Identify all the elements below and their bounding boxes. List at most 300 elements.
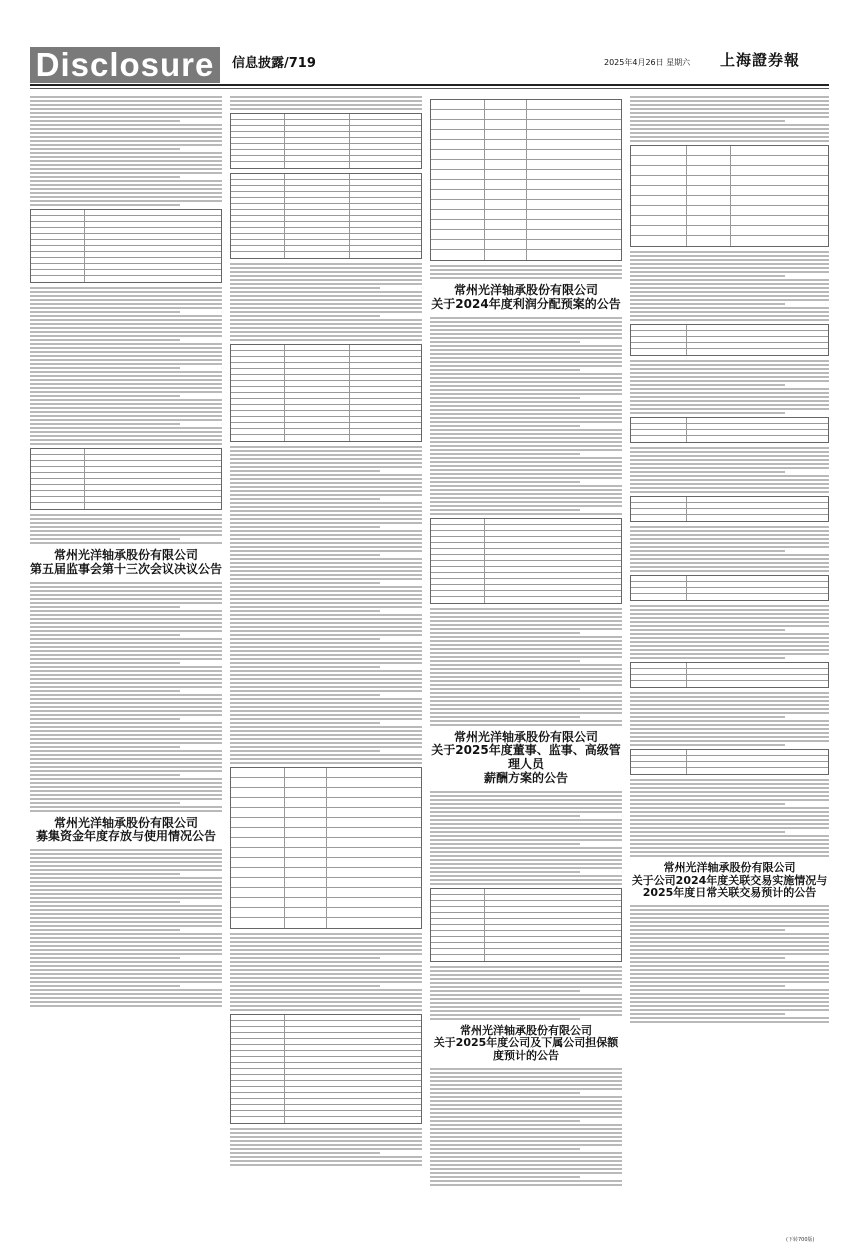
text-line <box>230 981 422 983</box>
text-line <box>630 855 829 857</box>
text-line <box>30 614 222 616</box>
table-row <box>231 918 421 928</box>
text-line <box>230 538 422 540</box>
text-line <box>430 457 622 459</box>
text-line <box>630 625 829 627</box>
text-line <box>30 128 222 130</box>
text-line <box>30 965 222 967</box>
text-line <box>630 368 829 370</box>
text-line <box>630 716 785 718</box>
text-line <box>430 791 622 793</box>
text-line <box>230 702 422 704</box>
announcement-title: 常州光洋轴承股份有限公司 关于2025年度董事、监事、高级管理人员 薪酬方案的公告 <box>431 729 621 785</box>
text-line <box>230 602 422 604</box>
text-line <box>30 941 222 943</box>
text-line <box>30 160 222 162</box>
text-line <box>230 750 380 752</box>
text-line <box>630 263 829 265</box>
text-line <box>430 799 622 801</box>
text-line <box>230 746 422 748</box>
table-row <box>231 1117 421 1123</box>
table-row <box>631 186 828 196</box>
text-line <box>430 835 622 837</box>
text-line <box>230 957 380 959</box>
text-line <box>230 108 422 110</box>
text-line <box>430 425 580 427</box>
text-line <box>30 100 222 102</box>
text-line <box>630 993 829 995</box>
text-line <box>630 712 829 714</box>
text-line <box>30 371 222 373</box>
text-line <box>430 337 622 339</box>
text-line <box>30 319 222 321</box>
text-line <box>30 750 222 752</box>
text-line <box>30 530 222 532</box>
text-line <box>30 770 222 772</box>
text-line <box>630 259 829 261</box>
text-line <box>230 606 422 608</box>
text-line <box>230 96 422 98</box>
text-line <box>230 303 422 305</box>
announcement-title: 常州光洋轴承股份有限公司 募集资金年度存放与使用情况公告 <box>35 815 216 844</box>
text-line <box>630 704 829 706</box>
table-row <box>231 778 421 788</box>
text-line <box>30 897 222 899</box>
text-line <box>430 1144 622 1146</box>
data-table <box>630 324 829 356</box>
text-line <box>30 618 222 620</box>
data-table <box>630 145 829 247</box>
text-line <box>630 562 829 564</box>
text-line <box>230 941 422 943</box>
table-row <box>431 190 621 200</box>
text-line <box>430 341 580 343</box>
text-line <box>30 901 180 903</box>
table-row <box>631 436 828 442</box>
text-line <box>30 120 180 122</box>
table-row <box>631 681 828 687</box>
text-line <box>30 427 222 429</box>
text-line <box>430 831 622 833</box>
text-line <box>430 1006 622 1008</box>
text-line <box>230 997 422 999</box>
table-row <box>431 170 621 180</box>
section-title: 信息披露/719 <box>232 56 316 71</box>
text-line <box>430 373 622 375</box>
text-line <box>630 132 829 134</box>
text-line <box>230 969 422 971</box>
text-line <box>630 475 829 477</box>
text-line <box>430 982 622 984</box>
text-line <box>630 455 829 457</box>
text-line <box>30 148 180 150</box>
text-line <box>430 333 622 335</box>
text-line <box>30 678 222 680</box>
text-line <box>630 459 829 461</box>
continuation-note: (下转700版) <box>786 1237 815 1243</box>
table-row <box>431 160 621 170</box>
text-line <box>230 1156 422 1158</box>
text-line <box>430 1092 580 1094</box>
text-line <box>630 696 829 698</box>
text-line <box>30 738 222 740</box>
text-line <box>230 291 422 293</box>
text-line <box>230 311 422 313</box>
text-line <box>430 998 622 1000</box>
text-line <box>630 96 829 98</box>
text-line <box>430 497 622 499</box>
text-line <box>30 702 222 704</box>
text-line <box>430 1002 622 1004</box>
text-line <box>30 889 222 891</box>
text-line <box>230 263 422 265</box>
text-line <box>30 674 222 676</box>
text-line <box>30 961 222 963</box>
text-line <box>30 140 222 142</box>
text-line <box>230 506 422 508</box>
table-row <box>631 515 828 521</box>
text-line <box>30 857 222 859</box>
text-line <box>430 493 622 495</box>
text-line <box>230 474 422 476</box>
text-line <box>430 489 622 491</box>
text-line <box>230 610 380 612</box>
text-line <box>230 558 422 560</box>
data-table <box>230 173 422 259</box>
text-line <box>30 124 222 126</box>
text-line <box>230 634 422 636</box>
text-line <box>230 267 422 269</box>
page-header <box>0 0 857 82</box>
text-line <box>230 1164 422 1166</box>
text-line <box>30 419 222 421</box>
text-line <box>230 953 422 955</box>
text-line <box>430 1088 622 1090</box>
text-line <box>630 621 829 623</box>
text-line <box>430 1010 622 1012</box>
text-line <box>30 957 180 959</box>
text-line <box>430 688 580 690</box>
text-line <box>30 176 180 178</box>
text-line <box>30 977 222 979</box>
data-table <box>630 662 829 688</box>
text-line <box>230 989 422 991</box>
text-line <box>630 831 785 833</box>
text-line <box>30 802 180 804</box>
text-line <box>30 885 222 887</box>
table-row <box>431 955 621 961</box>
text-line <box>430 1164 622 1166</box>
text-line <box>630 787 829 789</box>
text-line <box>230 1160 422 1162</box>
text-line <box>30 666 222 668</box>
text-line <box>30 758 222 760</box>
text-line <box>630 315 829 317</box>
text-line <box>30 184 222 186</box>
text-line <box>630 534 829 536</box>
text-line <box>230 590 422 592</box>
announcement-heading <box>430 731 622 786</box>
text-line <box>30 634 180 636</box>
text-line <box>230 574 422 576</box>
data-table <box>430 888 622 962</box>
text-line <box>630 653 829 655</box>
text-line <box>630 463 829 465</box>
text-line <box>30 658 222 660</box>
table-row <box>231 252 421 258</box>
table-row <box>431 200 621 210</box>
table-row <box>631 768 828 774</box>
text-line <box>430 1072 622 1074</box>
text-line <box>430 1120 580 1122</box>
text-line <box>230 546 422 548</box>
text-line <box>230 323 422 325</box>
text-line <box>230 554 380 556</box>
text-line <box>30 622 222 624</box>
table-row <box>631 166 828 176</box>
text-line <box>630 558 829 560</box>
text-line <box>430 265 622 267</box>
text-line <box>230 319 422 321</box>
text-line <box>230 570 422 572</box>
text-line <box>430 1152 622 1154</box>
text-line <box>630 279 829 281</box>
text-line <box>230 993 422 995</box>
text-line <box>230 104 422 106</box>
text-line <box>30 383 222 385</box>
text-line <box>30 315 222 317</box>
text-line <box>230 530 422 532</box>
text-line <box>430 481 580 483</box>
text-line <box>630 1013 785 1015</box>
text-line <box>230 933 422 935</box>
text-line <box>230 977 422 979</box>
text-line <box>230 307 422 309</box>
text-line <box>630 617 829 619</box>
text-line <box>30 849 222 851</box>
text-line <box>230 714 422 716</box>
announcement-heading <box>30 817 222 845</box>
text-line <box>430 620 622 622</box>
text-line <box>630 404 829 406</box>
text-line <box>430 349 622 351</box>
text-line <box>430 345 622 347</box>
text-line <box>630 380 829 382</box>
text-line <box>230 670 422 672</box>
text-line <box>230 335 422 337</box>
table-row <box>231 808 421 818</box>
text-line <box>230 331 422 333</box>
text-line <box>30 295 222 297</box>
text-line <box>30 690 180 692</box>
text-line <box>230 486 422 488</box>
table-row <box>231 818 421 828</box>
text-line <box>30 311 180 313</box>
text-line <box>430 357 622 359</box>
text-line <box>630 1001 829 1003</box>
text-line <box>430 684 622 686</box>
text-line <box>30 335 222 337</box>
text-line <box>230 562 422 564</box>
text-line <box>230 271 422 273</box>
text-line <box>30 905 222 907</box>
text-line <box>30 993 222 995</box>
newspaper-logo: 上海證券報 <box>720 51 801 69</box>
text-line <box>30 865 222 867</box>
text-line <box>230 482 422 484</box>
text-line <box>630 657 785 659</box>
text-line <box>230 985 380 987</box>
table-row <box>631 226 828 236</box>
text-line <box>230 1009 422 1011</box>
text-line <box>430 879 622 881</box>
text-line <box>30 180 222 182</box>
text-line <box>30 323 222 325</box>
text-line <box>30 630 222 632</box>
text-line <box>230 498 380 500</box>
text-line <box>230 1140 422 1142</box>
text-line <box>30 287 222 289</box>
text-line <box>630 483 829 485</box>
text-line <box>30 188 222 190</box>
text-line <box>630 307 829 309</box>
text-line <box>630 779 829 781</box>
text-line <box>230 690 422 692</box>
text-line <box>430 473 622 475</box>
text-line <box>30 786 222 788</box>
text-line <box>430 720 622 722</box>
text-line <box>630 467 829 469</box>
text-line <box>230 510 422 512</box>
text-line <box>630 851 829 853</box>
text-line <box>430 353 622 355</box>
text-line <box>30 945 222 947</box>
table-row <box>431 180 621 190</box>
text-line <box>630 692 829 694</box>
text-line <box>30 949 222 951</box>
text-line <box>630 384 785 386</box>
text-line <box>30 602 222 604</box>
text-line <box>30 917 222 919</box>
text-line <box>30 909 222 911</box>
text-line <box>30 375 222 377</box>
text-line <box>230 666 380 668</box>
text-line <box>230 734 422 736</box>
text-line <box>230 450 422 452</box>
text-line <box>30 582 222 584</box>
text-line <box>430 700 622 702</box>
text-line <box>630 471 785 473</box>
text-line <box>430 393 622 395</box>
text-line <box>630 360 829 362</box>
text-line <box>430 708 622 710</box>
text-line <box>230 945 422 947</box>
text-line <box>30 610 222 612</box>
text-line <box>430 815 580 817</box>
text-line <box>30 355 222 357</box>
text-line <box>630 526 829 528</box>
text-line <box>230 526 380 528</box>
text-line <box>430 1018 580 1020</box>
column-3 <box>430 96 622 1226</box>
text-line <box>430 389 622 391</box>
text-line <box>30 379 222 381</box>
text-line <box>630 251 829 253</box>
text-line <box>630 255 829 257</box>
text-line <box>30 766 222 768</box>
text-line <box>630 913 829 915</box>
announcement-title: 常州光洋轴承股份有限公司 关于2025年度公司及下属公司担保额度预计的公告 <box>433 1023 619 1063</box>
text-line <box>230 494 422 496</box>
text-line <box>30 682 222 684</box>
text-line <box>630 977 829 979</box>
data-table <box>430 518 622 604</box>
text-line <box>630 921 829 923</box>
text-line <box>230 650 422 652</box>
table-row <box>431 140 621 150</box>
table-row <box>631 349 828 355</box>
text-line <box>630 724 829 726</box>
text-line <box>430 978 622 980</box>
text-line <box>630 905 829 907</box>
text-line <box>630 287 829 289</box>
text-line <box>30 299 222 301</box>
text-line <box>230 275 422 277</box>
text-line <box>630 791 829 793</box>
table-row <box>431 120 621 130</box>
text-line <box>630 637 829 639</box>
text-line <box>30 642 222 644</box>
text-line <box>30 343 222 345</box>
text-line <box>30 586 222 588</box>
table-row <box>31 276 221 282</box>
text-line <box>30 734 222 736</box>
text-line <box>430 461 622 463</box>
text-line <box>30 985 180 987</box>
text-line <box>430 624 622 626</box>
text-line <box>430 628 622 630</box>
text-line <box>430 401 622 403</box>
text-line <box>30 853 222 855</box>
data-table <box>430 99 622 261</box>
text-line <box>430 867 622 869</box>
text-line <box>30 152 222 154</box>
text-line <box>430 1076 622 1078</box>
text-line <box>430 469 622 471</box>
text-line <box>230 722 380 724</box>
text-line <box>630 649 829 651</box>
text-line <box>430 795 622 797</box>
text-line <box>230 682 422 684</box>
text-line <box>30 411 222 413</box>
text-line <box>30 638 222 640</box>
text-line <box>230 614 422 616</box>
text-line <box>30 873 180 875</box>
text-line <box>30 997 222 999</box>
text-line <box>230 534 422 536</box>
text-line <box>30 303 222 305</box>
text-line <box>30 172 222 174</box>
text-line <box>430 1096 622 1098</box>
text-line <box>630 997 829 999</box>
text-line <box>630 945 829 947</box>
text-line <box>30 742 222 744</box>
text-line <box>630 641 829 643</box>
text-line <box>630 408 829 410</box>
table-row <box>231 828 421 838</box>
text-line <box>230 698 422 700</box>
text-line <box>30 192 222 194</box>
